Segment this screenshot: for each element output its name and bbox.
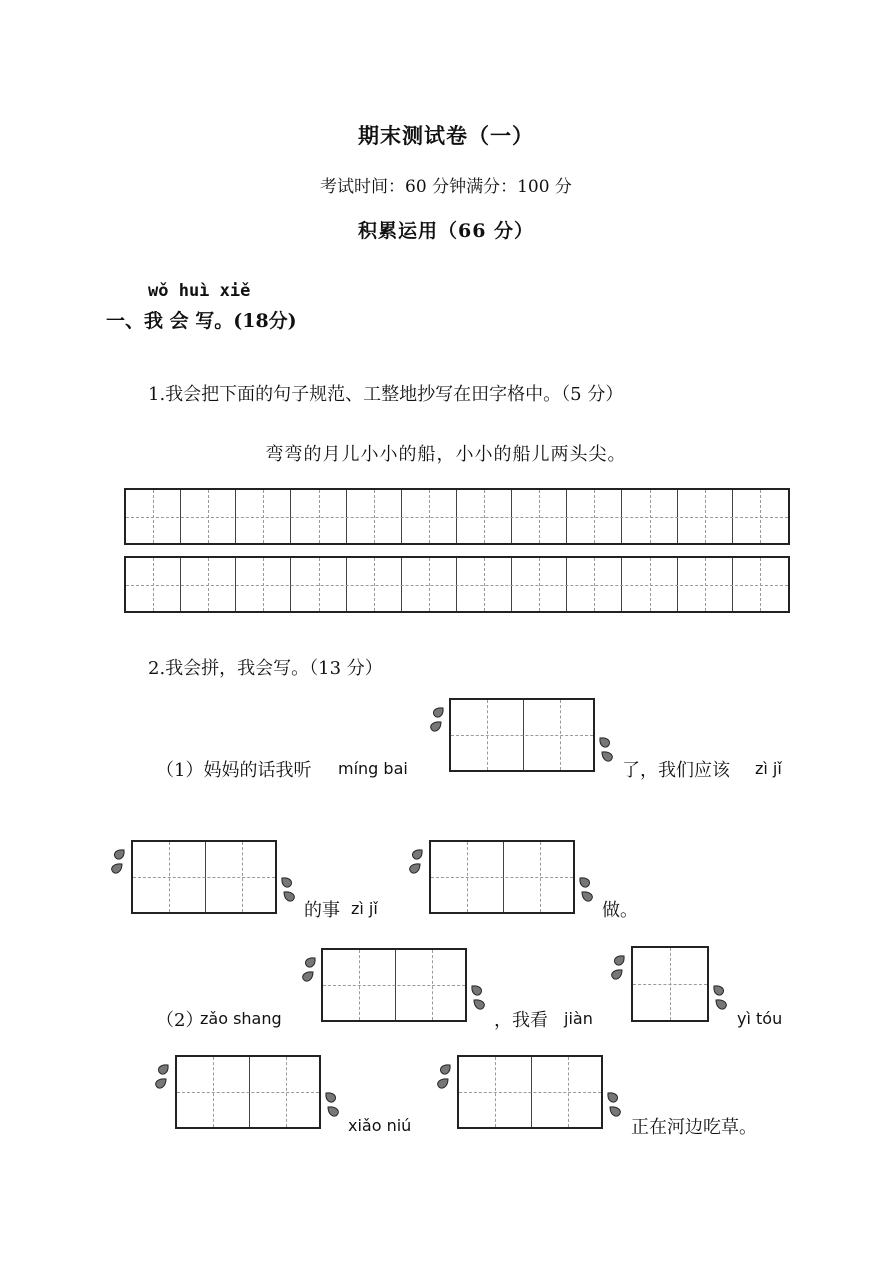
pinyin-zao-shang: zǎo shang: [200, 1009, 282, 1028]
pinyin-zi-ji-2: zì jǐ: [351, 899, 378, 918]
water-drop-icon: [710, 982, 732, 1012]
part-2-text-d: 正在河边吃草。: [631, 1117, 757, 1138]
pinyin-zi-ji-1: zì jǐ: [755, 759, 782, 778]
copy-sentence: 弯弯的月儿小小的船，小小的船儿两头尖。: [265, 444, 627, 465]
section-pinyin: wǒ huì xiě: [148, 281, 251, 301]
section-heading: 一、我 会 写。(18分): [106, 310, 297, 332]
writing-grid-row-1[interactable]: [124, 488, 790, 545]
water-drop-icon: [297, 954, 319, 984]
part-1-text-c: 做。: [602, 900, 638, 921]
water-drop-icon: [576, 874, 598, 904]
answer-grid-zi-ji-1[interactable]: [131, 840, 277, 914]
part-title: 积累运用（66 分）: [357, 220, 535, 242]
water-drop-icon: [468, 982, 490, 1012]
pinyin-jian: jiàn: [564, 1009, 593, 1028]
water-drop-icon: [322, 1089, 344, 1119]
answer-grid-ming-bai[interactable]: [449, 698, 595, 772]
part-2-text-a: ，我看: [494, 1010, 548, 1031]
part-1-text-a: 了，我们应该: [622, 760, 730, 781]
water-drop-icon: [596, 734, 618, 764]
water-drop-icon: [106, 846, 128, 876]
exam-info: 考试时间：60 分钟满分：100 分: [320, 177, 572, 197]
question-2-prompt: 2.我会拼，我会写。（13 分）: [148, 658, 383, 679]
question-1-prompt: 1.我会把下面的句子规范、工整地抄写在田字格中。（5 分）: [148, 384, 624, 405]
pinyin-ming-bai: míng bai: [338, 759, 408, 778]
answer-grid-zao-shang[interactable]: [321, 948, 467, 1022]
part-1-lead: （1）妈妈的话我听: [156, 760, 312, 781]
answer-grid-yi-tou[interactable]: [175, 1055, 321, 1129]
water-drop-icon: [604, 1089, 626, 1119]
water-drop-icon: [150, 1061, 172, 1091]
page-title: 期末测试卷（一）: [358, 123, 534, 148]
water-drop-icon: [425, 704, 447, 734]
water-drop-icon: [432, 1061, 454, 1091]
part-2-lead: （2）: [156, 1010, 204, 1031]
answer-grid-xiao-niu[interactable]: [457, 1055, 603, 1129]
water-drop-icon: [404, 846, 426, 876]
writing-grid-row-2[interactable]: [124, 556, 790, 613]
pinyin-xiao-niu: xiǎo niú: [348, 1116, 412, 1135]
answer-grid-jian[interactable]: [631, 946, 709, 1022]
part-1-text-b: 的事: [304, 900, 340, 921]
pinyin-yi-tou: yì tóu: [737, 1009, 783, 1028]
answer-grid-zi-ji-2[interactable]: [429, 840, 575, 914]
water-drop-icon: [606, 952, 628, 982]
water-drop-icon: [278, 874, 300, 904]
